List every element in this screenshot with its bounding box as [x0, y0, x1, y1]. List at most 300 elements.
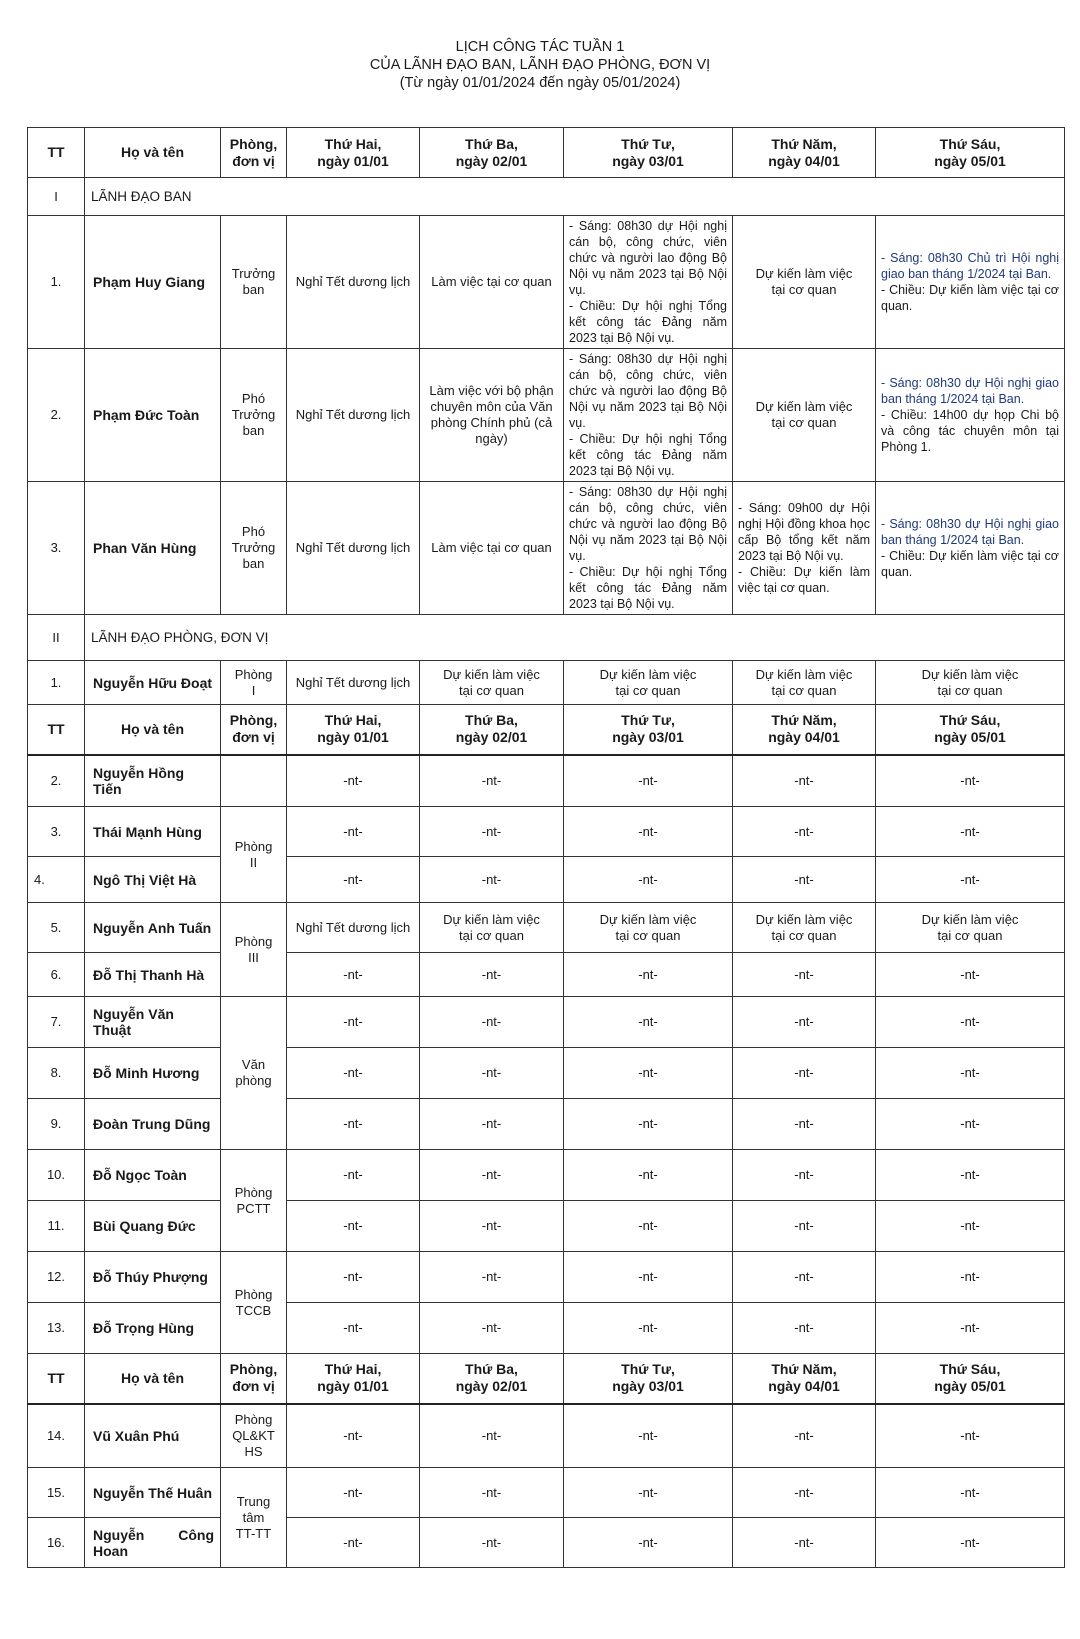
header-thursday-line1: Thứ Năm, [771, 712, 837, 729]
table-row [28, 1303, 1065, 1354]
schedule-line: - Sáng: 08h30 Chủ trì Hội nghị giao ban tháng 1/2024 tại Ban. [881, 251, 1059, 281]
header-tuesday [420, 128, 564, 178]
tuesday-cell: -nt- [420, 997, 564, 1048]
thursday-cell: -nt- [733, 1150, 876, 1201]
monday-cell: -nt- [287, 997, 420, 1048]
tuesday-cell: Làm việc tại cơ quan [420, 216, 564, 349]
header-friday-line2: ngày 05/01 [934, 152, 1006, 169]
header-wednesday [564, 705, 733, 755]
plan-line: tại cơ quan [937, 682, 1003, 698]
plan-line: Dự kiến làm việc [443, 911, 540, 927]
unit-line: Phòng [234, 933, 273, 949]
header-monday-line2: ngày 01/01 [317, 152, 389, 169]
table-row [28, 1404, 1065, 1468]
person-name-line: Hoan [93, 1542, 128, 1559]
plan-line: Dự kiến làm việc [755, 266, 853, 281]
friday-cell: -nt- [876, 1099, 1065, 1150]
schedule-line: - Chiều: Dự kiến làm việc tại cơ quan. [881, 283, 1059, 313]
friday-cell: -nt- [876, 1518, 1065, 1568]
unit-line: Phòng [234, 666, 273, 682]
unit-line: ban [242, 556, 265, 571]
monday-cell: -nt- [287, 1048, 420, 1099]
plan-line: tại cơ quan [615, 927, 681, 943]
header-monday-line1: Thứ Hai, [324, 135, 382, 152]
tuesday-cell: -nt- [420, 953, 564, 997]
plan-line: Dự kiến làm việc [755, 399, 853, 414]
unit-line: HS [244, 1443, 263, 1459]
header-tuesday-line2: ngày 02/01 [455, 1378, 528, 1395]
row-number: 3. [28, 482, 85, 615]
monday-cell: -nt- [287, 1303, 420, 1354]
unit-line: Trưởng [231, 407, 276, 422]
row-number: 2. [28, 349, 85, 482]
schedule-line: - Chiều: Dự hội nghị Tổng kết công tác Đảng năm 2023 tại Bộ Nội vụ. [569, 299, 727, 345]
thursday-cell: -nt- [733, 755, 876, 807]
person-name: Đỗ Trọng Hùng [85, 1303, 221, 1354]
thursday-cell [733, 349, 876, 482]
thursday-cell: -nt- [733, 1518, 876, 1568]
unit-line: QL&KT [232, 1427, 275, 1443]
header-tuesday [420, 705, 564, 755]
table-row [28, 216, 1065, 349]
section-number: II [28, 615, 85, 661]
unit-line: TT-TT [235, 1525, 272, 1541]
monday-cell: -nt- [287, 953, 420, 997]
unit-line: PCTT [236, 1200, 271, 1216]
header-thursday-line2: ngày 04/01 [768, 729, 840, 746]
schedule-line: - Chiều: Dự hội nghị Tổng kết công tác Đảng năm 2023 tại Bộ Nội vụ. [569, 432, 727, 478]
thursday-cell: -nt- [733, 1252, 876, 1303]
monday-cell: -nt- [287, 807, 420, 857]
title-line-1: LỊCH CÔNG TÁC TUẦN 1 [455, 39, 625, 55]
thursday-cell [733, 482, 876, 615]
monday-cell: Nghỉ Tết dương lịch [287, 482, 420, 615]
header-wednesday [564, 128, 733, 178]
friday-cell [876, 661, 1065, 705]
header-friday-line1: Thứ Sáu, [939, 712, 1001, 729]
thursday-cell: -nt- [733, 1201, 876, 1252]
header-friday [876, 128, 1065, 178]
header-thursday-line2: ngày 04/01 [768, 152, 840, 169]
plan-line: tại cơ quan [937, 927, 1003, 943]
friday-cell [876, 349, 1065, 482]
monday-cell: Nghỉ Tết dương lịch [287, 903, 420, 953]
table-row [28, 1150, 1065, 1201]
wednesday-cell [564, 661, 733, 705]
row-number: 11. [28, 1201, 85, 1252]
person-unit [221, 997, 287, 1150]
name-part: Công [178, 1526, 214, 1543]
tuesday-cell: -nt- [420, 1048, 564, 1099]
row-number: 2. [28, 755, 85, 807]
person-unit [221, 661, 287, 705]
person-unit [221, 1468, 287, 1568]
monday-cell: -nt- [287, 1518, 420, 1568]
wednesday-cell: -nt- [564, 807, 733, 857]
section-label: LÃNH ĐẠO BAN [85, 178, 1065, 216]
person-unit [221, 1404, 287, 1468]
header-monday-line1: Thứ Hai, [324, 1361, 382, 1378]
header-wednesday-line2: ngày 03/01 [612, 729, 684, 746]
section-row [28, 615, 1065, 661]
table-row [28, 1201, 1065, 1252]
friday-cell [876, 903, 1065, 953]
tuesday-cell: Làm việc với bộ phận chuyên môn của Văn phòng Chính phủ (cả ngày) [420, 349, 564, 482]
wednesday-cell [564, 482, 733, 615]
header-unit-line2: đơn vị [232, 1378, 275, 1395]
header-friday [876, 705, 1065, 755]
person-unit [221, 755, 287, 807]
schedule-line: - Sáng: 09h00 dự Hội nghị Hội đồng khoa học cấp Bộ tổng kết năm 2023 tại Bộ Nội vụ. [738, 501, 870, 563]
friday-cell [876, 482, 1065, 615]
monday-cell: -nt- [287, 1201, 420, 1252]
header-monday [287, 1354, 420, 1404]
section-number: I [28, 178, 85, 216]
schedule-line: - Chiều: 14h00 dự họp Chi bộ và công tác chuyên môn tại Phòng 1. [881, 408, 1059, 454]
schedule-table [27, 127, 1065, 1568]
tuesday-cell: -nt- [420, 1150, 564, 1201]
row-number: 4. [28, 857, 85, 903]
header-monday-line2: ngày 01/01 [317, 729, 389, 746]
unit-line: I [251, 682, 256, 698]
unit-line: Phó [241, 391, 266, 406]
person-name: Đỗ Thị Thanh Hà [85, 953, 221, 997]
table-row [28, 1099, 1065, 1150]
monday-cell: -nt- [287, 857, 420, 903]
table-row [28, 1518, 1065, 1568]
header-friday-line2: ngày 05/01 [934, 1378, 1006, 1395]
header-thursday-line1: Thứ Năm, [771, 135, 837, 152]
thursday-cell: -nt- [733, 857, 876, 903]
header-monday [287, 705, 420, 755]
friday-cell: -nt- [876, 1468, 1065, 1518]
plan-line: Dự kiến làm việc [921, 911, 1019, 927]
person-name: Nguyễn Văn Thuật [85, 997, 221, 1048]
person-name: Bùi Quang Đức [85, 1201, 221, 1252]
tuesday-cell: -nt- [420, 1303, 564, 1354]
wednesday-cell: -nt- [564, 953, 733, 997]
tuesday-cell: -nt- [420, 1518, 564, 1568]
friday-cell: -nt- [876, 1303, 1065, 1354]
plan-line: Dự kiến làm việc [599, 666, 697, 682]
friday-cell: -nt- [876, 953, 1065, 997]
unit-line: Trưởng [231, 540, 276, 555]
schedule-line: - Chiều: Dự hội nghị Tổng kết công tác Đảng năm 2023 tại Bộ Nội vụ. [569, 565, 727, 611]
monday-cell: -nt- [287, 1150, 420, 1201]
friday-cell: -nt- [876, 1150, 1065, 1201]
friday-cell: -nt- [876, 997, 1065, 1048]
tuesday-cell: -nt- [420, 1468, 564, 1518]
header-friday-line2: ngày 05/01 [934, 729, 1006, 746]
unit-line: ban [242, 423, 265, 438]
row-number: 5. [28, 903, 85, 953]
plan-line: tại cơ quan [459, 927, 524, 943]
person-name: Đỗ Thúy Phượng [85, 1252, 221, 1303]
unit-line: Phó [241, 524, 266, 539]
thursday-cell: -nt- [733, 1048, 876, 1099]
unit-line: II [249, 854, 258, 870]
document-title [0, 38, 1080, 92]
header-unit [221, 128, 287, 178]
tuesday-cell: -nt- [420, 1404, 564, 1468]
person-name: Đoàn Trung Dũng [85, 1099, 221, 1150]
monday-cell: Nghỉ Tết dương lịch [287, 216, 420, 349]
header-name: Họ và tên [85, 705, 221, 755]
tuesday-cell: Làm việc tại cơ quan [420, 482, 564, 615]
header-unit-line1: Phòng, [229, 712, 278, 729]
monday-cell: -nt- [287, 1252, 420, 1303]
wednesday-cell: -nt- [564, 1150, 733, 1201]
tuesday-cell [420, 903, 564, 953]
table-row [28, 755, 1065, 807]
tuesday-cell: -nt- [420, 1099, 564, 1150]
schedule-line: - Chiều: Dự kiến làm việc tại cơ quan. [881, 549, 1059, 579]
thursday-cell: -nt- [733, 997, 876, 1048]
header-unit [221, 705, 287, 755]
thursday-cell: -nt- [733, 1099, 876, 1150]
person-name: Nguyễn Hồng Tiến [85, 755, 221, 807]
person-name [85, 1518, 221, 1568]
header-tuesday [420, 1354, 564, 1404]
header-thursday [733, 705, 876, 755]
person-name: Nguyễn Thế Huân [85, 1468, 221, 1518]
friday-cell [876, 216, 1065, 349]
header-thursday-line1: Thứ Năm, [771, 1361, 837, 1378]
table-row [28, 1252, 1065, 1303]
header-wednesday-line1: Thứ Tư, [621, 712, 675, 729]
header-thursday [733, 128, 876, 178]
unit-line: Phòng [234, 838, 273, 854]
person-name: Vũ Xuân Phú [85, 1404, 221, 1468]
friday-cell: -nt- [876, 857, 1065, 903]
header-name: Họ và tên [85, 128, 221, 178]
header-friday-line1: Thứ Sáu, [939, 1361, 1001, 1378]
person-name: Phan Văn Hùng [85, 482, 221, 615]
person-unit [221, 1252, 287, 1354]
wednesday-cell [564, 349, 733, 482]
schedule-line: - Sáng: 08h30 dự Hội nghị giao ban tháng 1/2024 tại Ban. [881, 517, 1059, 547]
monday-cell: -nt- [287, 1468, 420, 1518]
monday-cell: Nghỉ Tết dương lịch [287, 661, 420, 705]
title-line-2: CỦA LÃNH ĐẠO BAN, LÃNH ĐẠO PHÒNG, ĐƠN VỊ [369, 57, 711, 73]
table-row [28, 807, 1065, 857]
header-wednesday-line2: ngày 03/01 [612, 152, 684, 169]
header-tuesday-line2: ngày 02/01 [455, 152, 528, 169]
thursday-cell: -nt- [733, 1404, 876, 1468]
friday-cell: -nt- [876, 1252, 1065, 1303]
person-name: Đỗ Minh Hương [85, 1048, 221, 1099]
tuesday-cell [420, 661, 564, 705]
person-unit [221, 1150, 287, 1252]
monday-cell: -nt- [287, 755, 420, 807]
monday-cell: -nt- [287, 1099, 420, 1150]
thursday-cell: -nt- [733, 807, 876, 857]
plan-line: Dự kiến làm việc [443, 666, 540, 682]
wednesday-cell: -nt- [564, 1252, 733, 1303]
header-tt: TT [28, 1354, 85, 1404]
wednesday-cell: -nt- [564, 1518, 733, 1568]
title-line-3: (Từ ngày 01/01/2024 đến ngày 05/01/2024) [399, 75, 681, 91]
table-row [28, 482, 1065, 615]
schedule-line: - Sáng: 08h30 dự Hội nghị giao ban tháng 1/2024 tại Ban. [881, 376, 1059, 406]
wednesday-cell: -nt- [564, 1303, 733, 1354]
friday-cell: -nt- [876, 1404, 1065, 1468]
header-thursday-line2: ngày 04/01 [768, 1378, 840, 1395]
plan-line: Dự kiến làm việc [755, 911, 853, 927]
row-number: 16. [28, 1518, 85, 1568]
friday-cell: -nt- [876, 1048, 1065, 1099]
header-row [28, 1354, 1065, 1404]
thursday-cell: -nt- [733, 953, 876, 997]
wednesday-cell: -nt- [564, 1201, 733, 1252]
person-unit [221, 903, 287, 997]
unit-line: III [248, 949, 259, 965]
table-row [28, 661, 1065, 705]
wednesday-cell: -nt- [564, 1048, 733, 1099]
row-number: 6. [28, 953, 85, 997]
unit-line: Phòng [234, 1184, 273, 1200]
plan-line: tại cơ quan [771, 282, 837, 297]
wednesday-cell [564, 216, 733, 349]
section-row [28, 178, 1065, 216]
name-part: Nguyễn [93, 1526, 145, 1543]
person-unit [221, 482, 287, 615]
header-unit-line1: Phòng, [229, 135, 278, 152]
plan-line: tại cơ quan [771, 682, 837, 698]
person-name-line [93, 1527, 214, 1543]
wednesday-cell: -nt- [564, 755, 733, 807]
row-number: 1. [28, 661, 85, 705]
header-unit-line1: Phòng, [229, 1361, 278, 1378]
header-monday [287, 128, 420, 178]
thursday-cell: -nt- [733, 1468, 876, 1518]
row-number: 14. [28, 1404, 85, 1468]
header-row [28, 128, 1065, 178]
row-number: 3. [28, 807, 85, 857]
header-thursday [733, 1354, 876, 1404]
header-row [28, 705, 1065, 755]
table-row [28, 953, 1065, 997]
person-unit [221, 349, 287, 482]
unit-line: ban [242, 282, 265, 297]
tuesday-cell: -nt- [420, 755, 564, 807]
row-number: 10. [28, 1150, 85, 1201]
plan-line: Dự kiến làm việc [599, 911, 697, 927]
person-name: Phạm Đức Toàn [85, 349, 221, 482]
header-tuesday-line1: Thứ Ba, [465, 135, 518, 152]
table-row [28, 903, 1065, 953]
thursday-cell: -nt- [733, 1303, 876, 1354]
header-wednesday-line1: Thứ Tư, [621, 1361, 675, 1378]
header-friday [876, 1354, 1065, 1404]
person-name: Nguyễn Hữu Đoạt [85, 661, 221, 705]
unit-line: phòng [235, 1073, 272, 1088]
schedule-line: - Sáng: 08h30 dự Hội nghị cán bộ, công chức, viên chức và người lao động Bộ Nội vụ năm 2023 tại Bộ Nội vụ. [569, 352, 727, 430]
header-monday-line2: ngày 01/01 [317, 1378, 389, 1395]
unit-line: Trưởng [231, 266, 276, 281]
row-number: 12. [28, 1252, 85, 1303]
unit-line: Văn [241, 1057, 266, 1072]
table-row [28, 1048, 1065, 1099]
person-name: Thái Mạnh Hùng [85, 807, 221, 857]
person-name: Nguyễn Anh Tuấn [85, 903, 221, 953]
person-unit [221, 807, 287, 903]
person-name: Ngô Thị Việt Hà [85, 857, 221, 903]
row-number: 15. [28, 1468, 85, 1518]
plan-line: tại cơ quan [615, 682, 681, 698]
tuesday-cell: -nt- [420, 857, 564, 903]
plan-line: Dự kiến làm việc [921, 666, 1019, 682]
row-number: 9. [28, 1099, 85, 1150]
wednesday-cell: -nt- [564, 1099, 733, 1150]
wednesday-cell [564, 903, 733, 953]
header-wednesday-line1: Thứ Tư, [621, 135, 675, 152]
monday-cell: -nt- [287, 1404, 420, 1468]
unit-line: Phòng [234, 1286, 273, 1302]
plan-line: tại cơ quan [771, 927, 837, 943]
header-tuesday-line1: Thứ Ba, [465, 1361, 518, 1378]
friday-cell: -nt- [876, 1201, 1065, 1252]
friday-cell: -nt- [876, 755, 1065, 807]
wednesday-cell: -nt- [564, 1468, 733, 1518]
table-row [28, 997, 1065, 1048]
unit-line: TCCB [235, 1302, 272, 1318]
tuesday-cell: -nt- [420, 807, 564, 857]
person-name: Phạm Huy Giang [85, 216, 221, 349]
header-unit-line2: đơn vị [232, 152, 275, 169]
wednesday-cell: -nt- [564, 997, 733, 1048]
header-friday-line1: Thứ Sáu, [939, 135, 1001, 152]
header-name: Họ và tên [85, 1354, 221, 1404]
person-name: Đỗ Ngọc Toàn [85, 1150, 221, 1201]
header-unit [221, 1354, 287, 1404]
monday-cell: Nghỉ Tết dương lịch [287, 349, 420, 482]
row-number: 13. [28, 1303, 85, 1354]
header-monday-line1: Thứ Hai, [324, 712, 382, 729]
person-unit [221, 216, 287, 349]
header-wednesday [564, 1354, 733, 1404]
unit-line: tâm [242, 1509, 265, 1525]
plan-line: Dự kiến làm việc [755, 666, 853, 682]
header-tt: TT [28, 128, 85, 178]
unit-line: Phòng [234, 1411, 273, 1427]
header-tuesday-line1: Thứ Ba, [465, 712, 518, 729]
header-tt: TT [28, 705, 85, 755]
thursday-cell [733, 903, 876, 953]
wednesday-cell: -nt- [564, 857, 733, 903]
header-unit-line2: đơn vị [232, 729, 275, 746]
tuesday-cell: -nt- [420, 1201, 564, 1252]
table-row [28, 1468, 1065, 1518]
header-tuesday-line2: ngày 02/01 [455, 729, 528, 746]
table-row [28, 857, 1065, 903]
wednesday-cell: -nt- [564, 1404, 733, 1468]
unit-line: Trung [236, 1493, 271, 1509]
friday-cell: -nt- [876, 807, 1065, 857]
plan-line: tại cơ quan [459, 682, 524, 698]
plan-line: tại cơ quan [771, 415, 837, 430]
table-row [28, 349, 1065, 482]
thursday-cell [733, 661, 876, 705]
row-number: 7. [28, 997, 85, 1048]
row-number: 1. [28, 216, 85, 349]
tuesday-cell: -nt- [420, 1252, 564, 1303]
schedule-line: - Sáng: 08h30 dự Hội nghị cán bộ, công chức, viên chức và người lao động Bộ Nội vụ năm 2023 tại Bộ Nội vụ. [569, 485, 727, 563]
schedule-line: - Sáng: 08h30 dự Hội nghị cán bộ, công chức, viên chức và người lao động Bộ Nội vụ năm 2023 tại Bộ Nội vụ. [569, 219, 727, 297]
thursday-cell [733, 216, 876, 349]
header-wednesday-line2: ngày 03/01 [612, 1378, 684, 1395]
schedule-line: - Chiều: Dự kiến làm việc tại cơ quan. [738, 565, 870, 595]
